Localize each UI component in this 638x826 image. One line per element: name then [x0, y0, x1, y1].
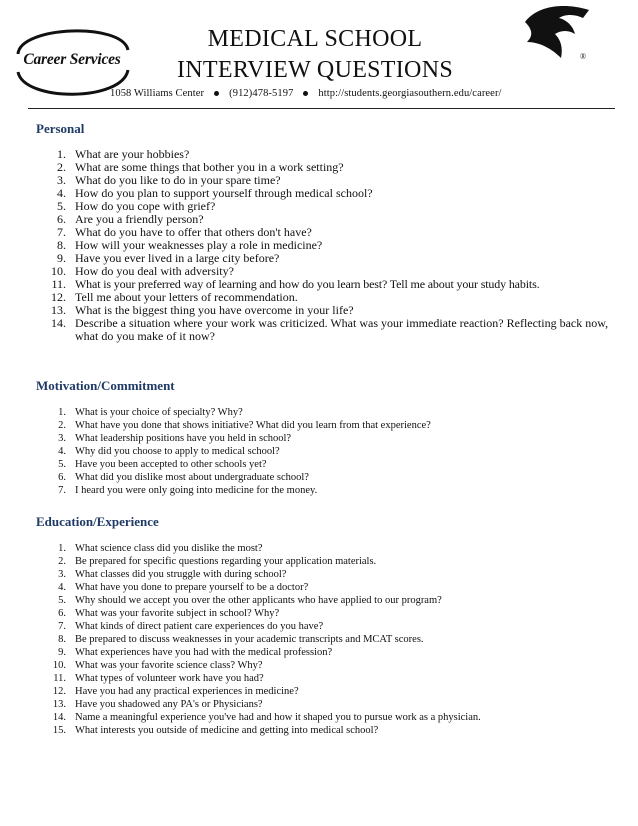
- page-title-line2: INTERVIEW QUESTIONS: [177, 57, 453, 83]
- bullet-icon: [214, 91, 219, 96]
- list-item: 11. What types of volunteer work have you had?: [53, 673, 264, 684]
- list-item: 1. What science class did you dislike the most?: [58, 543, 263, 554]
- list-item: 11. What is your preferred way of learning and how do you learn best? Tell me about your study habits.: [51, 277, 540, 291]
- list-item: 7. What do you have to offer that others don't have?: [57, 225, 312, 239]
- list-item: 10. What was your favorite science class? Why?: [52, 660, 263, 671]
- list-item: 2. Be prepared for specific questions regarding your application materials.: [58, 556, 377, 567]
- list-item: 1. What is your choice of specialty? Why?: [58, 407, 243, 418]
- list-item: 3. What do you like to do in your spare time?: [57, 173, 281, 187]
- list-item: 7. What kinds of direct patient care experiences do you have?: [58, 621, 324, 632]
- list-item: 13. What is the biggest thing you have overcome in your life?: [51, 303, 354, 317]
- contact-url[interactable]: http://students.georgiasouthern.edu/career/: [318, 88, 502, 99]
- registered-mark: ®: [580, 52, 587, 61]
- list-item: 5. How do you cope with grief?: [57, 199, 216, 213]
- list-item: 9. What experiences have you had with the medical profession?: [58, 647, 333, 658]
- list-item: 2. What have you done that shows initiative? What did you learn from that experience?: [58, 420, 431, 431]
- contact-address: 1058 Williams Center: [110, 88, 205, 99]
- section-heading-motivation: Motivation/Commitment: [36, 378, 175, 393]
- list-item: 6. What did you dislike most about undergraduate school?: [58, 472, 309, 483]
- list-item: 9. Have you ever lived in a large city before?: [57, 251, 280, 265]
- list-item: 5. Have you been accepted to other schools yet?: [58, 459, 267, 470]
- education-question-list: [36, 542, 481, 737]
- personal-question-list: [36, 148, 620, 343]
- list-item: 4. What have you done to prepare yourself to be a doctor?: [58, 582, 309, 593]
- contact-line: [110, 88, 530, 99]
- motivation-question-list: [36, 406, 431, 497]
- list-item: 1. What are your hobbies?: [57, 147, 190, 161]
- list-item: 4. Why did you choose to apply to medical school?: [58, 446, 280, 457]
- page-title-line1: MEDICAL SCHOOL: [207, 26, 423, 52]
- bullet-icon: [303, 91, 308, 96]
- list-item: 12. Have you had any practical experiences in medicine?: [52, 686, 299, 697]
- list-item: 15. What interests you outside of medicine and getting into medical school?: [52, 725, 379, 736]
- list-item: 3. What classes did you struggle with during school?: [58, 569, 287, 580]
- section-heading-education: Education/Experience: [36, 514, 159, 529]
- logo-text: Career Services: [23, 51, 121, 68]
- list-item: 8. Be prepared to discuss weaknesses in your academic transcripts and MCAT scores.: [58, 634, 424, 645]
- list-item: 13. Have you shadowed any PA's or Physicians?: [52, 699, 263, 710]
- list-item: 14. Name a meaningful experience you've had and how it shaped you to pursue work as a physician.: [52, 712, 481, 723]
- list-item: 7. I heard you were only going into medicine for the money.: [58, 485, 318, 496]
- list-item: 2. What are some things that bother you in a work setting?: [57, 160, 344, 174]
- list-item: 4. How do you plan to support yourself through medical school?: [57, 186, 373, 200]
- list-item: 12. Tell me about your letters of recommendation.: [51, 290, 298, 304]
- list-item: 14. Describe a situation where your work was criticized. What was your immediate reaction? Reflecting back now, what do you make of it now?: [51, 316, 609, 343]
- list-item: 10. How do you deal with adversity?: [51, 264, 234, 278]
- list-item: 6. What was your favorite subject in school? Why?: [58, 608, 280, 619]
- list-item: 6. Are you a friendly person?: [57, 212, 204, 226]
- section-heading-personal: Personal: [36, 121, 85, 136]
- list-item: 3. What leadership positions have you held in school?: [58, 433, 292, 444]
- contact-phone: (912)478-5197: [229, 88, 294, 99]
- header-divider: [28, 108, 615, 109]
- list-item: 8. How will your weaknesses play a role in medicine?: [57, 238, 323, 252]
- list-item: 5. Why should we accept you over the other applicants who have applied to our program?: [58, 595, 442, 606]
